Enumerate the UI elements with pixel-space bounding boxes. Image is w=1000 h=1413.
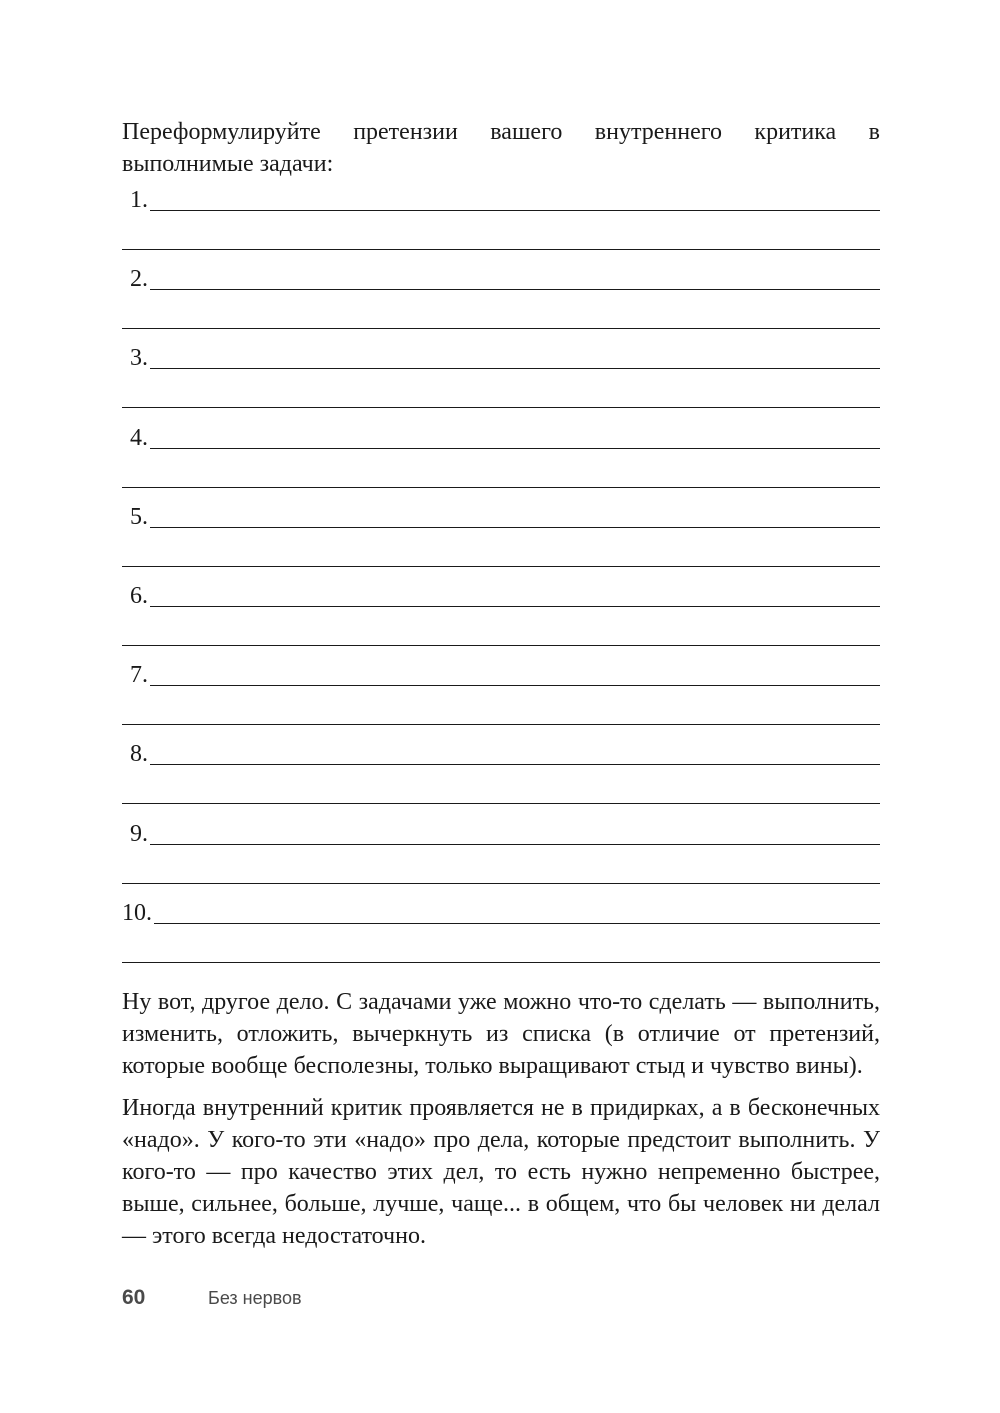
answer-line	[122, 645, 880, 646]
answer-line	[122, 328, 880, 329]
answer-line	[122, 883, 880, 884]
item-number: 2.	[130, 266, 148, 292]
answer-line	[122, 724, 880, 725]
answer-line	[122, 487, 880, 488]
answer-item	[122, 740, 880, 820]
running-title: Без нервов	[208, 1288, 302, 1308]
answer-line	[150, 448, 880, 449]
body-paragraph: Ну вот, другое дело. С задачами уже можно что-то сделать — выполнить, изменить, отложить, вычеркнуть из списка (в отличие от претензий, которые вообще бесполезны, только выращивают стыд и чувство вины).	[122, 989, 880, 1079]
answer-line	[150, 606, 880, 607]
answer-line	[150, 527, 880, 528]
item-number: 8.	[130, 741, 148, 767]
answer-line	[122, 962, 880, 963]
answer-item	[122, 582, 880, 662]
item-number: 10.	[122, 900, 152, 926]
answer-item	[122, 265, 880, 345]
item-number: 5.	[130, 504, 148, 530]
answer-item	[122, 186, 880, 266]
answer-line	[150, 844, 880, 845]
item-number: 7.	[130, 662, 148, 688]
answer-line	[122, 566, 880, 567]
answer-item	[122, 503, 880, 583]
item-number: 4.	[130, 425, 148, 451]
answer-line	[150, 685, 880, 686]
answer-line	[122, 803, 880, 804]
answer-item	[122, 899, 880, 979]
answer-line	[150, 368, 880, 369]
page-footer	[122, 1286, 880, 1314]
exercise-instruction: Переформулируйте претензии вашего внутреннего критика в выполнимые задачи:	[122, 119, 880, 177]
item-number: 3.	[130, 345, 148, 371]
answer-line	[154, 923, 880, 924]
page-number: 60	[122, 1286, 146, 1309]
answer-line	[122, 249, 880, 250]
body-paragraph: Иногда внутренний критик проявляется не в придирках, а в бесконечных «надо». У кого-то эти «надо» про дела, которые предстоит выполнить. У кого-то — про качество этих дел, то есть нужно непременно быстрее, выше, сильнее, больше, лучше, чаще... в общем, что бы человек ни делал — этого всегда недостаточно.	[122, 1095, 880, 1249]
answer-item	[122, 344, 880, 424]
item-number: 1.	[130, 187, 148, 213]
answer-line	[150, 764, 880, 765]
item-number: 9.	[130, 821, 148, 847]
answer-item	[122, 820, 880, 900]
answer-line	[150, 210, 880, 211]
answer-line	[122, 407, 880, 408]
answer-item	[122, 661, 880, 741]
answer-item	[122, 424, 880, 504]
answer-line	[150, 289, 880, 290]
item-number: 6.	[130, 583, 148, 609]
